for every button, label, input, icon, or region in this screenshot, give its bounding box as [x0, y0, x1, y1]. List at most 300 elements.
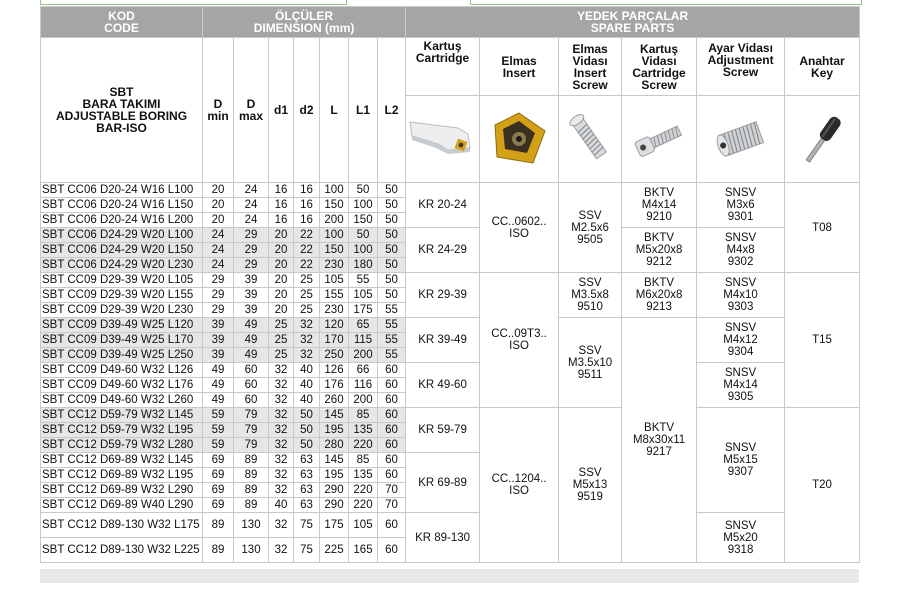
spare-col-label: Vidası	[641, 53, 677, 68]
row-dim-value: 25	[269, 318, 294, 333]
cell-line: KR 59-79	[418, 424, 467, 436]
row-dim-value: 39	[234, 288, 269, 303]
row-dim-value: 24	[234, 198, 269, 213]
row-dim-value: 29	[203, 273, 234, 288]
row-dim-value: 116	[349, 378, 378, 393]
cell-line: 9510	[577, 301, 603, 313]
cell-line: KR 69-89	[418, 476, 467, 489]
row-dim-value: 79	[234, 423, 269, 438]
row-dim-value: 32	[294, 333, 320, 348]
cell-line: 9301	[727, 211, 754, 223]
sbt-label-line: SBT	[109, 85, 134, 99]
row-dim-value: 60	[378, 393, 406, 408]
spare-parts-table-container	[40, 6, 859, 563]
spare-col-label: Ayar Vidası	[708, 41, 773, 55]
row-code: SBT CC12 D59-79 W32 L145	[41, 408, 203, 423]
row-dim-value: 55	[378, 348, 406, 363]
row-dim-value: 32	[269, 423, 294, 438]
dimension-header-tr: ÖLÇÜLER	[275, 9, 334, 23]
row-dim-value: 89	[203, 513, 234, 538]
key-cell	[785, 183, 860, 273]
cell-line: 9519	[577, 491, 603, 503]
row-dim-value: 25	[294, 303, 320, 318]
spare-col-label: Key	[811, 65, 834, 80]
code-header-en: CODE	[104, 21, 139, 35]
dimension-header	[203, 7, 406, 38]
row-dim-value: 150	[320, 198, 349, 213]
row-dim-value: 24	[203, 258, 234, 273]
insert-cell	[480, 408, 559, 563]
adjustment-screw-cell	[697, 513, 785, 563]
row-dim-value: 50	[378, 288, 406, 303]
cell-line: 9303	[727, 301, 754, 313]
cell-line: M4x12	[723, 334, 758, 346]
row-dim-value: 69	[203, 483, 234, 498]
spare-col-label: Kartuş	[640, 41, 679, 56]
cell-line: M5x13	[572, 479, 608, 491]
table-row	[41, 183, 860, 198]
cell-line: KR 29-39	[418, 289, 467, 301]
cell-line: 9217	[646, 446, 672, 458]
cell-line: SNSV	[724, 322, 757, 334]
row-code: SBT CC06 D24-29 W20 L100	[41, 228, 203, 243]
dim-col-d1	[269, 38, 294, 183]
row-dim-value: 50	[378, 258, 406, 273]
row-dim-value: 200	[349, 348, 378, 363]
cell-line: 9511	[577, 368, 603, 381]
insert-screw-cell	[559, 183, 622, 273]
cell-line: BKTV	[644, 277, 675, 289]
row-dim-value: 105	[349, 288, 378, 303]
adjustment-screw-cell	[697, 273, 785, 318]
dim-col-label: min	[207, 109, 229, 123]
row-dim-value: 32	[269, 363, 294, 378]
row-dim-value: 60	[378, 513, 406, 538]
dim-col-label: L	[330, 103, 338, 117]
spare-header-en: SPARE PARTS	[590, 21, 675, 35]
insert-cell	[480, 273, 559, 408]
cell-line: CC..0602..	[491, 215, 547, 228]
row-dim-value: 39	[234, 273, 269, 288]
row-code: SBT CC06 D20-24 W16 L100	[41, 183, 203, 198]
row-dim-value: 105	[320, 273, 349, 288]
cell-line: KR 24-29	[418, 244, 467, 256]
row-dim-value: 220	[349, 438, 378, 453]
spare-col-key	[785, 38, 860, 96]
row-dim-value: 150	[320, 243, 349, 258]
row-dim-value: 50	[378, 183, 406, 198]
row-dim-value: 60	[234, 393, 269, 408]
row-dim-value: 85	[349, 453, 378, 468]
row-dim-value: 230	[320, 258, 349, 273]
row-dim-value: 85	[349, 408, 378, 423]
cell-line: T15	[812, 334, 832, 346]
row-dim-value: 79	[234, 408, 269, 423]
row-code: SBT CC09 D49-60 W32 L126	[41, 363, 203, 378]
cell-line: M5x15	[723, 454, 758, 466]
row-dim-value: 230	[320, 303, 349, 318]
cell-line: BKTV	[644, 187, 675, 199]
table-body	[41, 183, 860, 563]
row-dim-value: 55	[378, 333, 406, 348]
cartridge-image	[406, 96, 480, 183]
dim-col-label: d1	[273, 103, 288, 117]
row-dim-value: 16	[294, 213, 320, 228]
dim-col-l	[320, 38, 349, 183]
dimension-header-en: DIMENSION (mm)	[253, 21, 355, 35]
row-dim-value: 69	[203, 498, 234, 513]
adjustment-screw-cell	[697, 318, 785, 363]
row-dim-value: 25	[294, 273, 320, 288]
cell-line: 9318	[727, 543, 754, 556]
row-dim-value: 176	[320, 378, 349, 393]
cartridge-screw-cell	[622, 228, 697, 273]
table-row	[41, 513, 860, 538]
row-code: SBT CC09 D29-39 W20 L230	[41, 303, 203, 318]
key-cell	[785, 408, 860, 563]
cell-line: SNSV	[724, 367, 757, 379]
cell-line: KR 39-49	[418, 334, 467, 346]
row-code: SBT CC06 D24-29 W20 L230	[41, 258, 203, 273]
adjustment-screw-cell	[697, 228, 785, 273]
dim-col-label: max	[238, 109, 264, 123]
row-dim-value: 63	[294, 453, 320, 468]
row-dim-value: 89	[203, 538, 234, 563]
row-dim-value: 60	[378, 453, 406, 468]
row-dim-value: 150	[349, 213, 378, 228]
row-dim-value: 130	[234, 538, 269, 563]
cell-line: 9302	[727, 256, 754, 268]
cell-line: M2.5x6	[571, 221, 609, 234]
row-dim-value: 59	[203, 408, 234, 423]
row-dim-value: 195	[320, 423, 349, 438]
row-dim-value: 49	[234, 333, 269, 348]
row-dim-value: 29	[234, 228, 269, 243]
row-dim-value: 70	[378, 483, 406, 498]
cell-line: 9304	[727, 346, 754, 358]
row-dim-value: 20	[203, 213, 234, 228]
table-row	[41, 318, 860, 333]
cell-line: T08	[812, 221, 832, 234]
cell-line: SNSV	[724, 442, 757, 454]
row-dim-value: 32	[269, 468, 294, 483]
adjustment-screw-cell	[697, 408, 785, 513]
row-dim-value: 165	[349, 538, 378, 563]
spare-col-label: Insert	[573, 65, 607, 80]
cartridge-screw-cell	[622, 273, 697, 318]
row-dim-value: 25	[269, 333, 294, 348]
cell-line: M3x6	[726, 199, 755, 211]
row-dim-value: 29	[234, 243, 269, 258]
row-code: SBT CC09 D39-49 W25 L250	[41, 348, 203, 363]
cell-line: 9305	[727, 391, 754, 403]
row-dim-value: 32	[269, 513, 294, 538]
row-dim-value: 24	[203, 228, 234, 243]
cell-line: CC..1204..	[491, 473, 547, 485]
row-dim-value: 20	[269, 228, 294, 243]
cell-line: M4x8	[726, 244, 755, 256]
cell-line: M5x20	[723, 531, 758, 544]
row-dim-value: 89	[234, 498, 269, 513]
row-dim-value: 200	[349, 393, 378, 408]
row-dim-value: 32	[294, 348, 320, 363]
row-dim-value: 89	[234, 468, 269, 483]
row-dim-value: 24	[234, 213, 269, 228]
dim-col-label: D	[246, 97, 256, 111]
row-dim-value: 49	[203, 363, 234, 378]
cartridge-cell	[406, 453, 480, 513]
cartridge-cell	[406, 408, 480, 453]
row-dim-value: 145	[320, 408, 349, 423]
row-dim-value: 100	[349, 243, 378, 258]
adjustment-screw-cell	[697, 363, 785, 408]
row-dim-value: 120	[320, 318, 349, 333]
cartridge-cell	[406, 273, 480, 318]
adjustment-screw-image	[697, 96, 785, 183]
row-dim-value: 100	[349, 198, 378, 213]
row-dim-value: 25	[269, 348, 294, 363]
sbt-label-line: BAR-ISO	[96, 121, 147, 135]
row-code: SBT CC12 D69-89 W32 L145	[41, 453, 203, 468]
spare-col-label: Insert	[502, 65, 536, 80]
row-dim-value: 60	[378, 538, 406, 563]
row-dim-value: 220	[349, 483, 378, 498]
spare-col-label: Kartuş	[423, 39, 462, 53]
code-header	[41, 7, 203, 38]
dim-col-label: d2	[299, 103, 314, 117]
row-dim-value: 55	[349, 273, 378, 288]
cell-line: ISO	[509, 227, 529, 240]
row-code: SBT CC12 D89-130 W32 L175	[41, 513, 203, 538]
row-dim-value: 20	[269, 303, 294, 318]
row-code: SBT CC12 D69-89 W32 L290	[41, 483, 203, 498]
cell-line: SNSV	[724, 519, 757, 532]
row-code: SBT CC12 D89-130 W32 L225	[41, 538, 203, 563]
row-dim-value: 180	[349, 258, 378, 273]
row-dim-value: 39	[203, 348, 234, 363]
dim-col-label: D	[213, 97, 223, 111]
cell-line: M4x14	[641, 199, 677, 211]
adjustment-screw-cell	[697, 183, 785, 228]
cartridge-cell	[406, 183, 480, 228]
row-dim-value: 24	[203, 243, 234, 258]
key-cell	[785, 273, 860, 408]
row-code: SBT CC09 D39-49 W25 L120	[41, 318, 203, 333]
cartridge-cell	[406, 318, 480, 363]
row-dim-value: 22	[294, 228, 320, 243]
row-code: SBT CC06 D20-24 W16 L200	[41, 213, 203, 228]
row-dim-value: 63	[294, 498, 320, 513]
cell-line: M4x10	[723, 289, 758, 301]
row-dim-value: 60	[378, 363, 406, 378]
cell-line: BKTV	[644, 422, 675, 434]
spare-col-label: Elmas	[572, 41, 608, 56]
insert-screw-cell	[559, 318, 622, 408]
dim-col-d2	[294, 38, 320, 183]
row-dim-value: 60	[378, 378, 406, 393]
row-dim-value: 79	[234, 438, 269, 453]
cell-line: 9212	[646, 256, 672, 268]
row-dim-value: 70	[378, 498, 406, 513]
row-dim-value: 32	[294, 318, 320, 333]
row-dim-value: 32	[269, 438, 294, 453]
top-tab-left	[40, 0, 347, 5]
row-dim-value: 29	[203, 303, 234, 318]
row-code: SBT CC09 D29-39 W20 L105	[41, 273, 203, 288]
row-dim-value: 200	[320, 213, 349, 228]
row-dim-value: 195	[320, 468, 349, 483]
row-dim-value: 280	[320, 438, 349, 453]
row-dim-value: 55	[378, 303, 406, 318]
row-dim-value: 115	[349, 333, 378, 348]
row-dim-value: 65	[349, 318, 378, 333]
row-dim-value: 24	[234, 183, 269, 198]
insert-cell	[480, 183, 559, 273]
row-dim-value: 16	[269, 213, 294, 228]
dim-col-dmin	[203, 38, 234, 183]
row-dim-value: 20	[203, 198, 234, 213]
row-dim-value: 20	[269, 273, 294, 288]
row-code: SBT CC09 D49-60 W32 L260	[41, 393, 203, 408]
cell-line: M6x20x8	[635, 289, 683, 301]
key-image	[785, 96, 860, 183]
spare-col-label: Adjustment	[707, 53, 774, 67]
row-dim-value: 39	[203, 333, 234, 348]
dim-col-l2	[378, 38, 406, 183]
row-dim-value: 20	[269, 288, 294, 303]
row-dim-value: 49	[234, 318, 269, 333]
row-dim-value: 100	[320, 183, 349, 198]
row-dim-value: 50	[378, 243, 406, 258]
cell-line: SNSV	[724, 187, 757, 199]
cell-line: SSV	[578, 344, 602, 357]
sbt-label-line: BARA TAKIMI	[82, 97, 161, 111]
spare-col-insert-screw	[559, 38, 622, 96]
cartridge-screw-image	[622, 96, 697, 183]
cell-line: M3.5x10	[568, 356, 613, 369]
cell-line: 9505	[577, 233, 603, 246]
row-dim-value: 250	[320, 348, 349, 363]
subheader-row	[41, 38, 860, 96]
row-dim-value: 63	[294, 483, 320, 498]
row-dim-value: 225	[320, 538, 349, 563]
dim-col-l1	[349, 38, 378, 183]
row-dim-value: 89	[234, 483, 269, 498]
row-dim-value: 25	[294, 288, 320, 303]
row-dim-value: 16	[294, 198, 320, 213]
cell-line: SNSV	[724, 277, 757, 289]
row-dim-value: 135	[349, 423, 378, 438]
row-dim-value: 290	[320, 498, 349, 513]
row-dim-value: 50	[349, 183, 378, 198]
cell-line: M4x14	[723, 379, 758, 391]
row-dim-value: 32	[269, 538, 294, 563]
row-dim-value: 60	[378, 468, 406, 483]
row-code: SBT CC06 D20-24 W16 L150	[41, 198, 203, 213]
spare-header-tr: YEDEK PARÇALAR	[577, 9, 689, 23]
row-dim-value: 16	[269, 198, 294, 213]
spare-col-adjustment-screw	[697, 38, 785, 96]
row-dim-value: 16	[294, 183, 320, 198]
sbt-label-line: ADJUSTABLE BORING	[55, 109, 188, 123]
row-dim-value: 16	[269, 183, 294, 198]
cell-line: KR 20-24	[418, 199, 467, 211]
cell-line: 9213	[646, 301, 672, 313]
row-dim-value: 75	[294, 538, 320, 563]
row-dim-value: 155	[320, 288, 349, 303]
spare-col-label: Anahtar	[799, 53, 845, 68]
row-dim-value: 20	[269, 243, 294, 258]
table-row	[41, 273, 860, 288]
row-dim-value: 69	[203, 468, 234, 483]
spare-col-label: Screw	[722, 65, 759, 79]
row-dim-value: 50	[294, 408, 320, 423]
row-dim-value: 170	[320, 333, 349, 348]
spare-parts-header	[406, 7, 860, 38]
cell-line: ISO	[509, 340, 529, 352]
row-dim-value: 49	[234, 348, 269, 363]
code-header-tr: KOD	[108, 9, 135, 23]
cell-line: BKTV	[644, 232, 675, 244]
row-dim-value: 50	[378, 198, 406, 213]
row-code: SBT CC09 D39-49 W25 L170	[41, 333, 203, 348]
row-code: SBT CC12 D59-79 W32 L195	[41, 423, 203, 438]
row-dim-value: 40	[269, 498, 294, 513]
row-dim-value: 60	[234, 378, 269, 393]
cell-line: M8x30x11	[632, 434, 686, 446]
row-dim-value: 32	[269, 408, 294, 423]
row-dim-value: 50	[378, 228, 406, 243]
row-dim-value: 49	[203, 393, 234, 408]
row-dim-value: 130	[234, 513, 269, 538]
row-dim-value: 22	[294, 243, 320, 258]
row-dim-value: 29	[234, 258, 269, 273]
row-dim-value: 105	[349, 513, 378, 538]
row-dim-value: 55	[378, 318, 406, 333]
adjustment-screw-icon	[711, 114, 771, 164]
row-dim-value: 32	[269, 483, 294, 498]
row-code: SBT CC12 D69-89 W40 L290	[41, 498, 203, 513]
dim-col-label: L2	[384, 103, 399, 117]
row-dim-value: 20	[269, 258, 294, 273]
row-dim-value: 50	[378, 213, 406, 228]
insert-screw-cell	[559, 408, 622, 563]
row-dim-value: 69	[203, 453, 234, 468]
row-dim-value: 22	[294, 258, 320, 273]
row-dim-value: 49	[203, 378, 234, 393]
cartridge-icon	[408, 114, 478, 164]
spare-col-label: Screw	[572, 77, 608, 92]
cell-line: KR 89-130	[415, 531, 471, 544]
row-dim-value: 50	[378, 273, 406, 288]
row-code: SBT CC06 D24-29 W20 L150	[41, 243, 203, 258]
cartridge-cell	[406, 228, 480, 273]
row-dim-value: 100	[320, 228, 349, 243]
cell-line: SSV	[578, 277, 602, 289]
insert-screw-icon	[565, 109, 615, 169]
row-dim-value: 40	[294, 363, 320, 378]
spare-parts-table	[40, 6, 860, 563]
cell-line: 9307	[727, 466, 754, 478]
cartridge-screw-icon	[629, 114, 689, 164]
cartridge-screw-cell	[622, 318, 697, 563]
row-code: SBT CC09 D29-39 W20 L155	[41, 288, 203, 303]
row-dim-value: 59	[203, 423, 234, 438]
table-row	[41, 408, 860, 423]
row-dim-value: 50	[349, 228, 378, 243]
bottom-bar	[40, 569, 859, 583]
row-dim-value: 145	[320, 453, 349, 468]
